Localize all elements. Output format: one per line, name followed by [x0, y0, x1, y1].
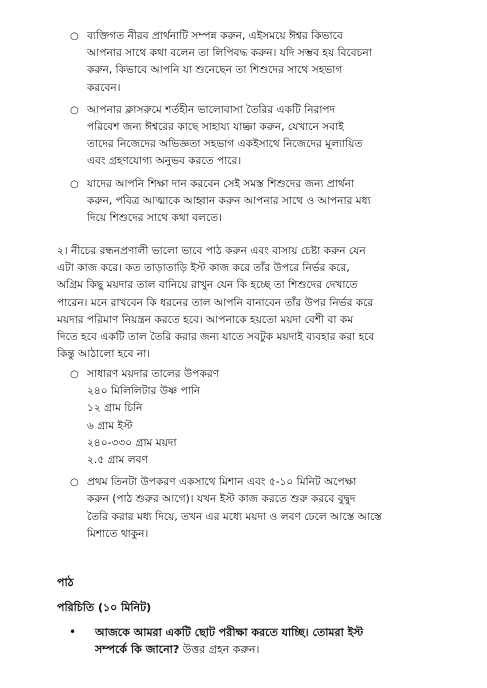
text-line: করুন (পাঠ শুরুর আগে)। যখন ইস্ট কাজ করতে শুরু করবে বুদ্বুদ — [87, 493, 356, 506]
text-line: ময়দার পরিমাণ নিয়ন্ত্রন করতে হবে। আপনাকে হয়তো ময়দা বেশী বা কম — [57, 313, 354, 326]
ingredient-item: ১২ গ্রাম চিনি — [87, 402, 143, 415]
text-line: মিশাতে থাকুন। — [87, 527, 149, 540]
introduction-heading: পরিচিতি (১০ মিনিট) — [57, 601, 152, 614]
text-line: আপনার সাথে কথা বলেন তা লিপিবদ্ধ করুন। যদি সম্ভব হয় বিবেচনা — [87, 47, 372, 60]
text-line: অগ্রিম কিছু ময়দার তাল বানিয়ে রাখুন যেন কি হচ্ছে তা শিশুদের দেখাতে — [57, 279, 358, 292]
text-line: করুন, কিভাবে আপনি যা শুনেছেন তা শিশুদের সাথে সহভাগ — [87, 64, 343, 77]
text-line: কিন্তু আঠালো হবে না। — [57, 348, 151, 361]
list-item — [70, 28, 432, 97]
ingredient-item: ২৪০-৩৩০ গ্রাম ময়দা — [87, 436, 177, 449]
disc-bullet-icon: • — [69, 625, 77, 639]
text-line: পরিবেশ জন্য ঈশ্বরের কাছে সাহায্য যাচ্ঞা করুন, যেখানে সবাই — [87, 121, 344, 134]
circle-bullet-icon: ○ — [70, 104, 79, 116]
list-item — [70, 176, 432, 228]
text-line: ২। নীচের রন্ধনপ্রণালী ভালো ভাবে পাঠ করুন এবং বাসায় চেষ্টা করুন যেন — [57, 245, 366, 257]
intro-instruction-text: উত্তর গ্রহন করুন। — [179, 643, 260, 657]
text-line: প্রথম তিনটা উপকরণ একসাথে মিশান এবং ৫-১০ মিনিট অপেক্ষা — [87, 476, 357, 489]
circle-bullet-icon: ○ — [70, 477, 79, 489]
text-line: করুন, পবিত্র আত্মাকে আহ্বান করুন আপনার সাথে ও আপনার মধ্য — [87, 194, 371, 207]
list-item — [70, 474, 432, 543]
list-item — [70, 366, 432, 469]
text-line: এবং গ্রহণযোগ্য অনুভব করতে পারে। — [87, 155, 242, 168]
circle-bullet-icon: ○ — [70, 369, 79, 380]
text-line: যাদের আপনি শিক্ষা দান করবেন সেই সমস্ত শিশুদের জন্য প্রার্থনা — [87, 177, 355, 190]
text-line: ব্যক্তিগত নীরব প্রার্থনাটি সম্পন্ন করুন, এইসময়ে ঈশ্বর কিভাবে — [87, 30, 343, 42]
text-line: এটা কাজ করে। কত তাড়াতাড়ি ইস্ট কাজ করে তাঁর উপরে নির্ভর করে, — [57, 262, 350, 275]
intro-list-item — [69, 624, 435, 658]
lesson-heading: পাঠ — [57, 576, 74, 589]
ingredient-item: ২.৫ গ্রাম লবণ — [87, 454, 148, 467]
text-line: পারেন। মনে রাখবেন কি ধরনের তাল আপনি বানাবেন তাঁর উপর নির্ভর করে — [57, 296, 374, 309]
circle-bullet-icon: ○ — [70, 178, 79, 190]
ingredient-item: ২৪০ মিলিলিটার উষ্ণ পানি — [87, 385, 201, 398]
text-line: দিয়ে শিশুদের সাথে কথা বলতে। — [87, 212, 222, 225]
ingredients-list — [70, 366, 432, 548]
recipe-instructions-paragraph — [57, 243, 437, 363]
text-line: দিতে হবে একটি তাল তৈরি করার জন্য যাতে সবটুক ময়দাই ব্যবহার করা হবে — [57, 331, 375, 344]
text-line: তাদের নিজেদের অভিজ্ঞতা সহভাগ একইসাথে নিজেদের মূল্যায়িত — [87, 138, 363, 151]
text-line: করবেন। — [87, 81, 121, 94]
text-line: আপনার ক্লাসরুমে শর্তহীন ভালোবাসা তৈরির একটি নিরাপদ — [87, 103, 336, 116]
circle-bullet-icon: ○ — [70, 31, 79, 42]
text-line: তৈরি করার মধ্য দিয়ে, তখন এর মধ্যে ময়দা ও লবণ ঢেলে আস্তে আস্তে — [87, 510, 382, 523]
list-item — [70, 102, 432, 171]
ingredient-item: ৬ গ্রাম ইস্ট — [87, 419, 133, 432]
intro-question-line: আজকে আমরা একটি ছোট পরীক্ষা করতে যাচ্ছি। তোমরা ইস্ট — [95, 626, 364, 639]
prayer-list — [70, 28, 432, 232]
intro-question-text: সম্পর্কে কি জানো? — [95, 643, 180, 657]
intro-question-line — [95, 641, 435, 658]
ingredients-title: সাধারণ ময়দার তালের উপকরণ — [87, 368, 220, 380]
